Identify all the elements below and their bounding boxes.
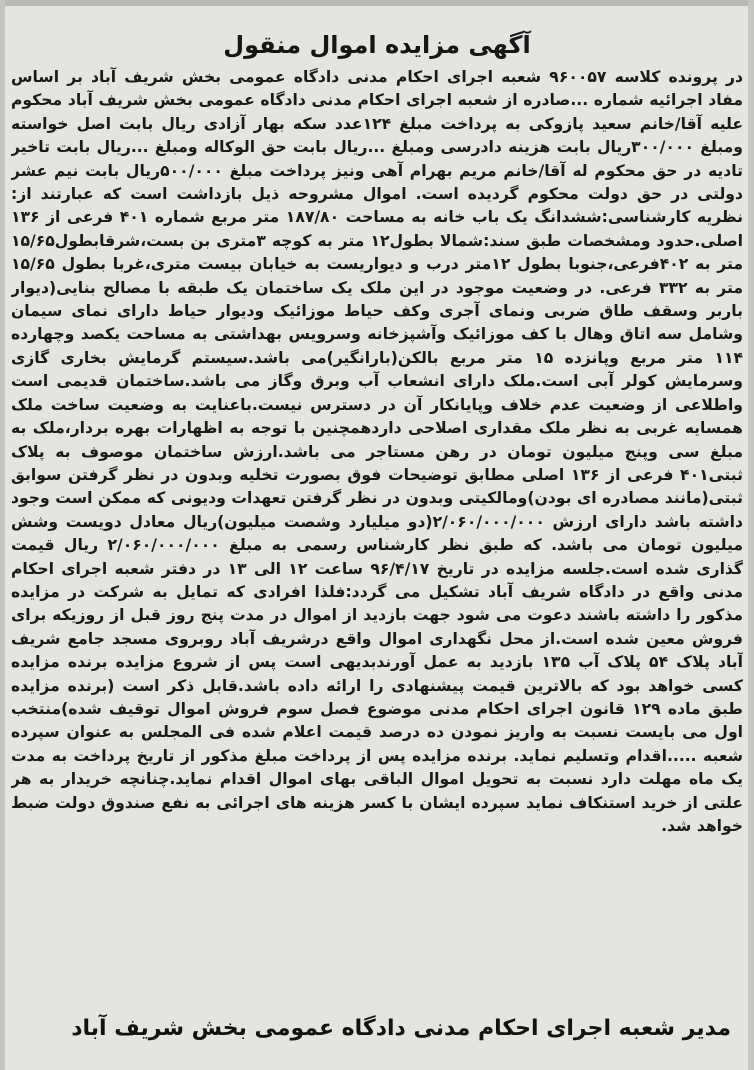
scan-edge <box>0 0 754 6</box>
notice-signature: مدیر شعبه اجرای احکام مدنی دادگاه عمومی بخش شریف آباد <box>71 1016 731 1041</box>
notice-body: در پرونده کلاسه ۹۶۰۰۵۷ شعبه اجرای احکام مدنی دادگاه عمومی بخش شریف آباد بر اساس مفاد اجرائیه شماره ...صادره از شعبه اجرای احکام مدنی دادگاه عمومی بخش شریف آباد محکوم علیه آقا/خانم سعید پازوکی به پرداخت مبلغ ۱۲۴عدد سکه بهار آزادی ریال بابت اصل خواسته ومبلغ ۳۰۰/۰۰۰ریال بابت هزینه دادرسی ومبلغ ...ریال بابت حق الوکاله ومبلغ ...ریال بابت تاخیر تادیه در حق محکوم له آقا/خانم مریم بهرام آهی ونیز پرداخت مبلغ ۵۰۰/۰۰۰ریال بابت نیم عشر دولتی در حق دولت محکوم گردیده است. اموال مشروحه ذیل بازداشت است که عبارتند از: نظریه کارشناسی:ششدانگ یک باب خانه به مساحت ۱۸۷/۸۰ متر مربع شماره ۴۰۱ فرعی از ۱۳۶ اصلی.حدود ومشخصات طبق سند:شمالا بطول۱۲ متر به کوچه ۳متری بن بست،شرقابطول۱۵/۶۵ متر به ۴۰۲فرعی،جنوبا بطول ۱۲متر درب و دیواریست به خیابان بیست متری،غربا بطول ۱۵/۶۵ متر به ۳۳۲ فرعی. در وضعیت موجود در این ملک یک ساختمان یک طبقه با مصالح بنایی(دیوار باربر وسقف طاق ضربی ونمای آجری وکف حیاط موزائیک ودیوار حیاط دارای نمای سیمان وشامل سه اتاق وهال با کف موزائیک وآشپزخانه وسرویس بهداشتی به مساحت یکصد وچهارده ۱۱۴ متر مربع وپانزده ۱۵ متر مربع بالکن(بارانگیر)می باشد.سیستم گرمایش بخاری گازی وسرمایش کولر آبی است.ملک دارای انشعاب آب وبرق وگاز می باشد.ساختمان قدیمی است واطلاعی از وضعیت عدم خلاف وپایانکار آن در دسترس نیست.باعنایت به وضعیت ساخت ملک همسایه غربی به نظر ملک مقداری اصلاحی داردهمچنین با توجه به اظهارات بهره بردار،ملک به مبلغ سی وپنج میلیون تومان در رهن مستاجر می باشد.ارزش ساختمان موصوف به پلاک ثبتی۴۰۱ فرعی از ۱۳۶ اصلی مطابق توضیحات فوق بصورت تخلیه وبدون در نظر گرفتن سوابق ثبتی(مانند مصادره ای بودن)ومالکیتی وبدون در نظر گرفتن تعهدات ودیونی که ممکن است وجود داشته باشد دارای ارزش ۲/۰۶۰/۰۰۰/۰۰۰(دو میلیارد وشصت میلیون)ریال معادل دویست وشش میلیون تومان می باشد. که طبق نظر کارشناس رسمی به مبلغ ۲/۰۶۰/۰۰۰/۰۰۰ ریال قیمت گذاری شده است.جلسه مزایده در تاریخ ۹۶/۴/۱۷ ساعت ۱۲ الی ۱۳ در دفتر شعبه اجرای احکام مدنی واقع در دادگاه شریف آباد تشکیل می گردد:فلذا افرادی که تمایل به شرکت در مزایده مذکور را داشته باشند دعوت می شود جهت بازدید از اموال در مدت پنج روز قبل از روزیکه برای فروش معین شده است.از محل نگهداری اموال واقع درشریف آباد روبروی مسجد جامع شریف آباد پلاک ۵۴ پلاک آب ۱۳۵ بازدید به عمل آورندبدیهی است پس از شروع مزایده برنده مزایده کسی خواهد بود که بالاترین قیمت پیشنهادی را ارائه داده باشد.قابل ذکر است (برنده مزایده طبق ماده ۱۲۹ قانون اجرای احکام مدنی موضوع فصل سوم فروش اموال توقیف شده)منتخب اول می بایست نسبت به واریز نمودن ده درصد قیمت اعلام شده فی المجلس به عنوان سپرده شعبه .....اقدام وتسلیم نماید. برنده مزایده پس از پرداخت مبلغ مذکور از تاریخ پرداخت به مدت یک ماه مهلت دارد نسبت به تحویل اموال الباقی بهای اموال اقدام نماید.چنانچه خریدار به هر علتی از خرید استنکاف نماید سپرده ایشان با کسر هزینه های اجرائی به نفع صندوق دولت ضبط خواهد شد. <box>11 68 743 835</box>
scan-edge <box>748 0 754 1070</box>
notice-title: آگهی مزایده اموال منقول <box>223 31 531 59</box>
scan-edge <box>0 0 5 1070</box>
